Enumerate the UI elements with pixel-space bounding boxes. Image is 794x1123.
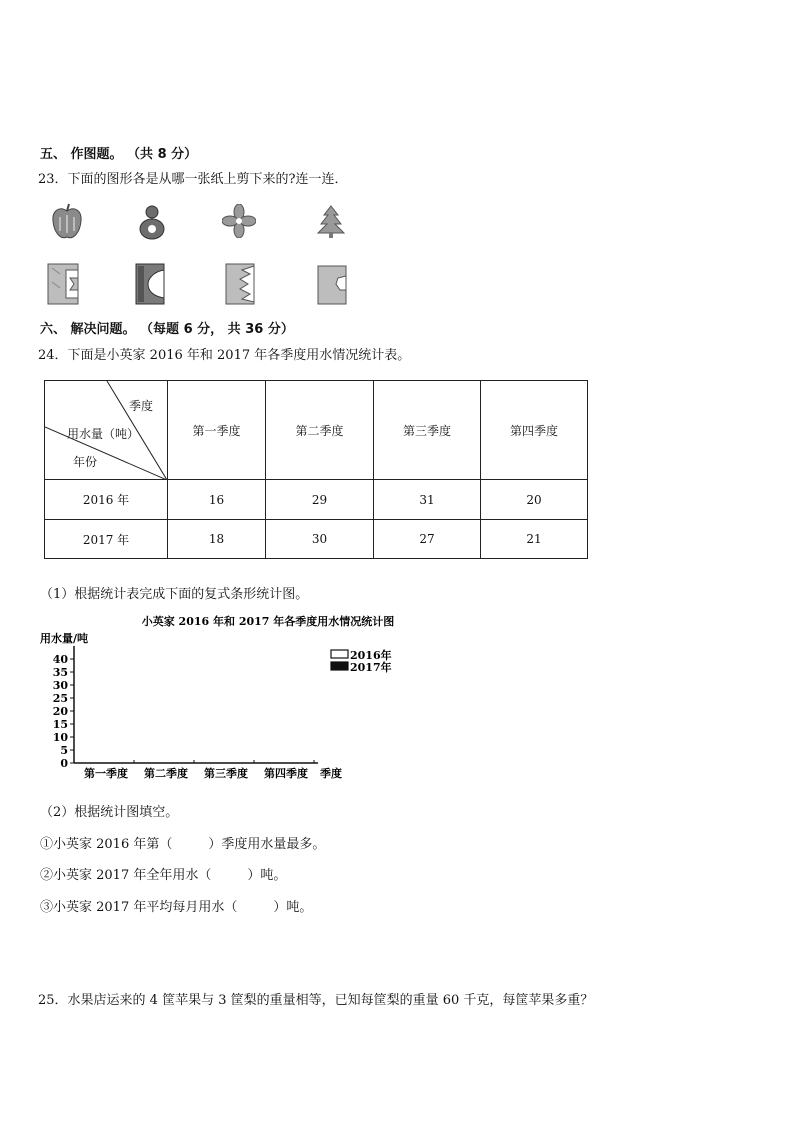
y-tick-label: 5 <box>60 744 68 757</box>
table-corner-cell <box>45 381 168 480</box>
blank-3-prefix: ③小英家 2017 年平均每月用水（ <box>40 900 238 915</box>
fill-blank-3 <box>40 896 312 915</box>
table-header: 第四季度 <box>481 381 588 480</box>
x-category-label: 第四季度 <box>264 767 308 780</box>
y-tick-label: 10 <box>52 731 68 744</box>
flower-icon <box>222 204 256 238</box>
folded-paper-notch-icon <box>316 262 350 306</box>
table-cell: 20 <box>481 480 588 520</box>
apple-icon <box>50 203 84 241</box>
folded-paper-e-icon <box>46 262 82 306</box>
part-1-text: （1）根据统计表完成下面的复式条形统计图。 <box>40 587 309 602</box>
y-tick-label: 30 <box>52 679 68 692</box>
part-2-text: （2）根据统计图填空。 <box>40 805 179 820</box>
table-header: 第一季度 <box>168 381 266 480</box>
water-usage-bar-chart <box>36 612 406 784</box>
question-24-text: 24．下面是小英家 2016 年和 2017 年各季度用水情况统计表。 <box>38 348 411 363</box>
y-tick-label: 40 <box>52 653 68 666</box>
legend-label-2016: 2016年 <box>350 649 392 662</box>
table-row <box>45 480 588 520</box>
corner-label-season: 季度 <box>129 399 154 413</box>
question-23-text: 23．下面的图形各是从哪一张纸上剪下来的?连一连． <box>38 172 348 187</box>
folded-paper-zigzag-icon <box>224 262 258 306</box>
x-category-label: 第三季度 <box>204 767 248 780</box>
corner-label-usage: 用水量（吨） <box>67 427 140 441</box>
blank-1-suffix: ）季度用水量最多。 <box>208 837 326 852</box>
table-cell: 29 <box>266 480 374 520</box>
y-tick-label: 15 <box>52 718 68 731</box>
y-axis-label: 用水量/吨 <box>40 632 89 645</box>
table-cell: 30 <box>266 520 374 559</box>
table-year-cell: 2017 年 <box>45 520 168 559</box>
section-5-title: 五、 作图题。 （共 8 分） <box>40 147 198 162</box>
x-axis-label: 季度 <box>320 767 342 780</box>
table-header: 第二季度 <box>266 381 374 480</box>
y-tick-label: 25 <box>52 692 68 705</box>
blank-2-prefix: ②小英家 2017 年全年用水（ <box>40 868 212 883</box>
fill-blank-1 <box>40 833 325 852</box>
question-25-text: 25．水果店运来的 4 筐苹果与 3 筐梨的重量相等，已知每筐梨的重量 60 千克，每筐苹果多重？ <box>38 993 594 1008</box>
blank-2-suffix: ）吨。 <box>247 868 287 883</box>
y-tick-label: 35 <box>52 666 68 679</box>
gourd-icon <box>136 203 168 241</box>
legend-swatch-2017 <box>331 662 348 670</box>
table-cell: 16 <box>168 480 266 520</box>
table-row <box>45 520 588 559</box>
corner-label-year: 年份 <box>73 455 98 469</box>
table-year-cell: 2016 年 <box>45 480 168 520</box>
fill-blank-2 <box>40 864 286 883</box>
y-tick-label: 20 <box>52 705 68 718</box>
blank-1-prefix: ①小英家 2016 年第（ <box>40 837 173 852</box>
x-category-label: 第一季度 <box>84 767 128 780</box>
table-cell: 18 <box>168 520 266 559</box>
y-tick-label: 0 <box>60 757 68 770</box>
section-6-title: 六、 解决问题。 （每题 6 分， 共 36 分） <box>40 322 294 337</box>
table-cell: 21 <box>481 520 588 559</box>
table-header: 第三季度 <box>374 381 481 480</box>
chart-title: 小英家 2016 年和 2017 年各季度用水情况统计图 <box>141 615 395 628</box>
table-cell: 27 <box>374 520 481 559</box>
legend-swatch-2016 <box>331 650 348 658</box>
water-usage-table <box>44 380 588 559</box>
legend-label-2017: 2017年 <box>350 661 392 674</box>
tree-icon <box>316 205 346 239</box>
folded-paper-c-icon <box>134 262 168 306</box>
table-cell: 31 <box>374 480 481 520</box>
x-category-label: 第二季度 <box>144 767 188 780</box>
blank-3-suffix: ）吨。 <box>273 900 313 915</box>
